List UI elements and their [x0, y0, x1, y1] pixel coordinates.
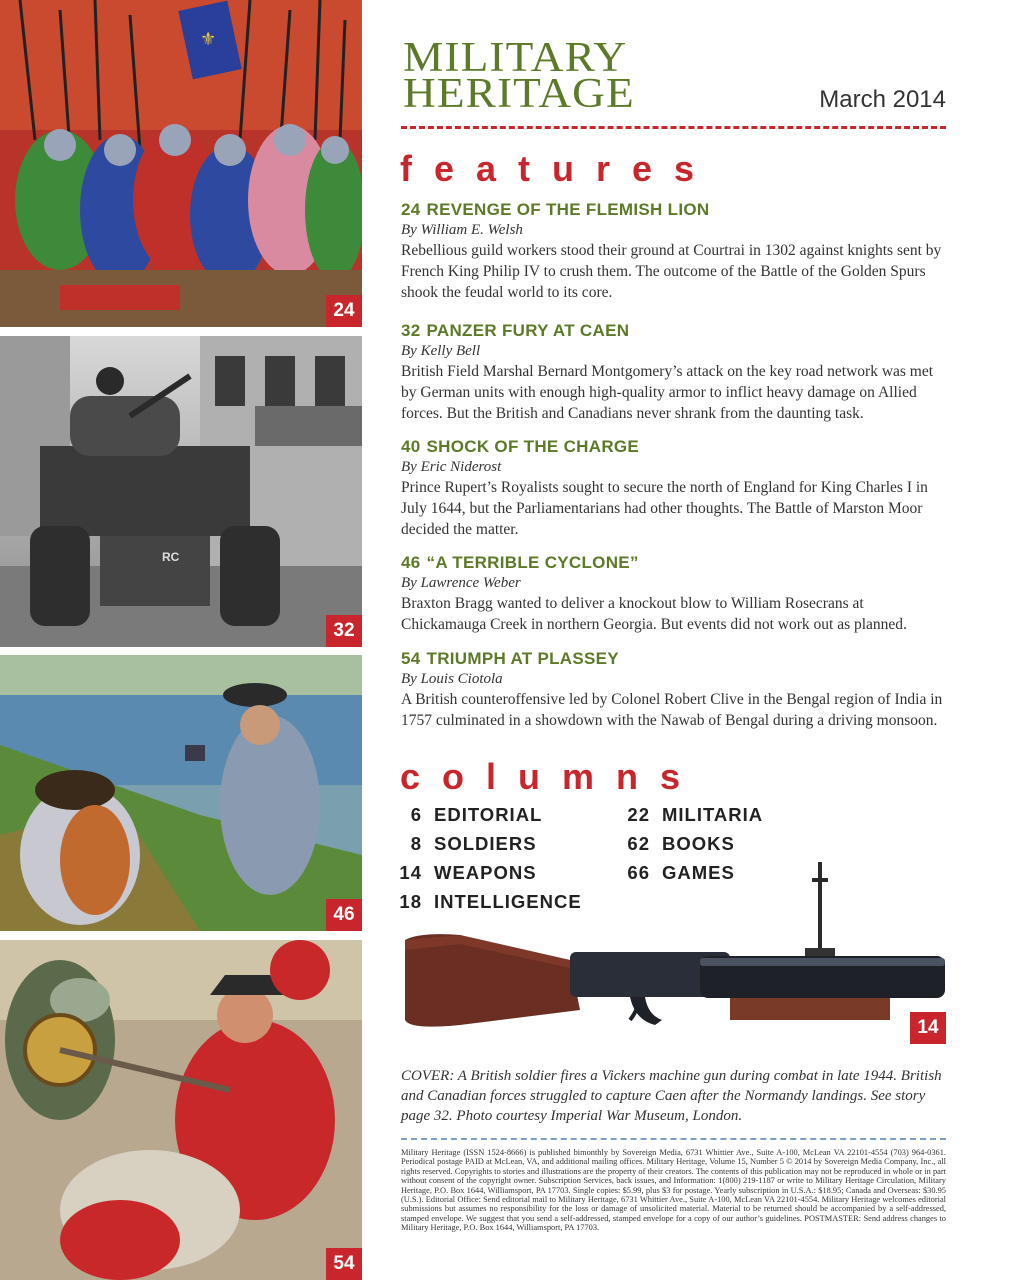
sherman-tank-photo[interactable] — [0, 336, 362, 647]
column-page: 14 — [399, 862, 422, 883]
columns-heading: columns — [400, 756, 703, 797]
column-page: 22 — [627, 804, 650, 825]
page-number-badge: 24 — [326, 295, 362, 327]
medieval-battle-illustration[interactable] — [0, 0, 362, 327]
column-label[interactable]: GAMES — [662, 862, 735, 883]
plassey-battle-painting[interactable] — [0, 940, 362, 1280]
tank-marking: RC — [162, 550, 180, 564]
feature-item[interactable] — [401, 649, 946, 731]
feature-byline: By William E. Welsh — [401, 222, 523, 238]
page-number-badge: 32 — [326, 615, 362, 647]
feature-description: British Field Marshal Bernard Montgomery’s attack on the key road network was met by German units with enough high-quality armor to inflict heavy damage on Allied forces. But the British and Canadians never shrank from the daunting task. — [401, 363, 934, 422]
page-number-badge: 46 — [326, 899, 362, 931]
feature-title[interactable]: TRIUMPH AT PLASSEY — [426, 649, 619, 668]
column-page: 6 — [410, 804, 422, 825]
divider — [401, 1138, 946, 1140]
page-number-badge: 14 — [910, 1012, 946, 1044]
column-label[interactable]: WEAPONS — [434, 862, 537, 883]
column-item[interactable] — [616, 833, 763, 862]
feature-title[interactable]: SHOCK OF THE CHARGE — [426, 437, 640, 456]
logo-line-1: MILITARY — [403, 35, 628, 81]
column-page: 66 — [627, 862, 650, 883]
publication-fine-print: Military Heritage (ISSN 1524-8666) is published bimonthly by Sovereign Media, 6731 Whittier Ave., Suite A-100, McLean VA 22101-4554 (703) 964-0361. Periodical postage PAID at McLean, VA, and additional mailing offices. Military Heritage, Volume 15, Number 5 © 2014 by Sovereign Media Company, Inc., all rights reserved. Copyrights to stories and illustrations are the property of their creators. The contents of this publication may not be reproduced in whole or in part without consent of the copyright owner. Subscription Services, back issues, and Information: 1(800) 219-1187 or write to Military Heritage Circulation, Military Heritage, P.O. Box 1644, Williamsport, PA 17703. Single copies: $5.99, plus $3 for postage. Yearly subscription in U.S.A.: $18.95; Canada and Overseas: $30.95 (U.S.). Editorial Office: Send editorial mail to Military Heritage, 6731 Whittier Ave., Suite A-100, McLean VA 22101-4554. Military Heritage welcomes editorial submissions but assumes no responsibility for the loss or damage of unsolicited material. Material to be returned should be accompanied by a self-addressed, stamped envelope. We suggest that you send a self-addressed, stamped envelope for a copy of our author’s guidelines. POSTMASTER: Send address changes to Military Heritage, P.O. Box 1644, Williamsport, PA 17703. — [401, 1148, 946, 1233]
issue-date: March 2014 — [819, 86, 946, 113]
feature-byline: By Louis Ciotola — [401, 671, 503, 687]
column-label[interactable]: EDITORIAL — [434, 804, 543, 825]
column-label[interactable]: SOLDIERS — [434, 833, 537, 854]
feature-page: 46 — [401, 553, 421, 572]
cover-caption: COVER: A British soldier fires a Vickers machine gun during combat in late 1944. British and Canadian forces struggled to capture Caen after the Normandy landings. See story page 32. Photo courtesy Imperial War Museum, London. — [401, 1068, 942, 1124]
civil-war-painting[interactable] — [0, 655, 362, 931]
feature-item[interactable] — [401, 321, 946, 424]
feature-title[interactable]: REVENGE OF THE FLEMISH LION — [426, 200, 710, 219]
feature-byline: By Eric Niderost — [401, 459, 502, 475]
features-heading: features — [400, 148, 717, 189]
column-page: 18 — [399, 891, 422, 912]
column-item[interactable] — [616, 804, 763, 833]
image-column — [0, 0, 362, 1280]
logo-line-2: HERITAGE — [403, 71, 635, 117]
magazine-logo[interactable] — [403, 35, 635, 117]
page-number-badge: 54 — [326, 1248, 362, 1280]
feature-description: Rebellious guild workers stood their ground at Courtrai in 1302 against knights sent by French King Philip IV to crush them. The outcome of the Battle of the Golden Spurs shook the feudal world to its core. — [401, 242, 942, 301]
column-page: 62 — [627, 833, 650, 854]
feature-page: 32 — [401, 321, 421, 340]
column-label[interactable]: MILITARIA — [662, 804, 764, 825]
feature-description: A British counteroffensive led by Colonel Robert Clive in the Bengal region of India in 1757 culminated in a showdown with the Nawab of Bengal during a driving monsoon. — [401, 691, 943, 729]
feature-item[interactable] — [401, 200, 946, 303]
column-page: 8 — [410, 833, 422, 854]
grenade-launcher-photo[interactable] — [400, 860, 946, 1040]
feature-description: Prince Rupert’s Royalists sought to secure the north of England for King Charles I in July 1644, but the Parliamentarians had other thoughts. The Battle of Marston Moor decided the matter. — [401, 479, 928, 538]
feature-page: 54 — [401, 649, 421, 668]
feature-page: 40 — [401, 437, 421, 456]
feature-title[interactable]: “A TERRIBLE CYCLONE” — [426, 553, 639, 572]
column-label[interactable]: INTELLIGENCE — [434, 891, 582, 912]
feature-item[interactable] — [401, 553, 946, 635]
column-item[interactable] — [388, 804, 582, 833]
svg-text:⚜: ⚜ — [200, 29, 217, 50]
feature-page: 24 — [401, 200, 421, 219]
feature-item[interactable] — [401, 437, 946, 540]
column-item[interactable] — [388, 833, 582, 862]
column-label[interactable]: BOOKS — [662, 833, 735, 854]
feature-byline: By Kelly Bell — [401, 343, 481, 359]
feature-title[interactable]: PANZER FURY AT CAEN — [426, 321, 630, 340]
feature-byline: By Lawrence Weber — [401, 575, 521, 591]
feature-description: Braxton Bragg wanted to deliver a knockout blow to William Rosecrans at Chickamauga Creek in northern Georgia. But events did not work out as planned. — [401, 595, 907, 633]
divider — [401, 126, 946, 129]
